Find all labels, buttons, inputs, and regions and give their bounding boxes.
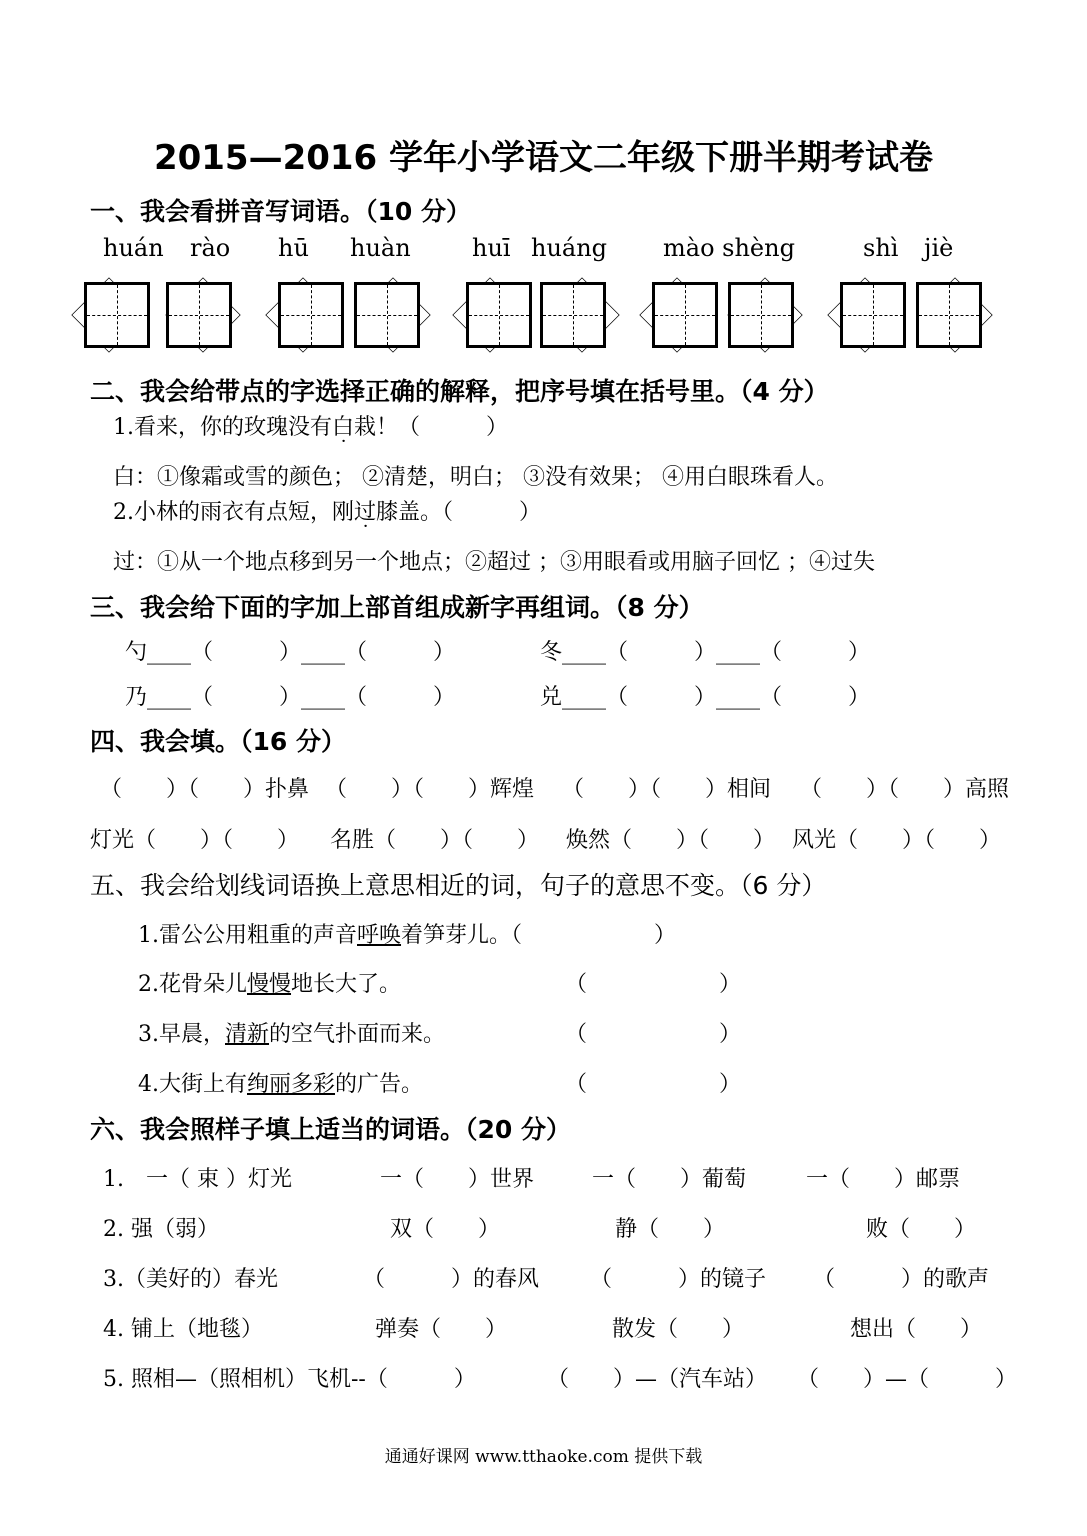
pinyin-rao: rào [190, 234, 231, 262]
writing-box[interactable] [540, 282, 606, 348]
writing-box[interactable] [166, 282, 232, 348]
pinyin-hu: hū [278, 234, 309, 262]
s5-text: 1.雷公公用粗重的声音 [138, 923, 357, 948]
s2-q1-text: 1.看来，你的玫瑰没有 [113, 415, 332, 440]
s2-q2-text: 2.小林的雨衣有点短，刚 [113, 500, 354, 525]
pinyin-hui: huī [472, 234, 511, 262]
section-2-heading: 二、我会给带点的字选择正确的解释，把序号填在括号里。（4 分） [90, 377, 829, 406]
s3-item[interactable]: 勺____（ ）____（ ） [125, 640, 456, 665]
s2-question-1 [113, 410, 508, 441]
s4-item[interactable]: （ ）（ ）高照 [800, 777, 1010, 802]
s5-text: 2.花骨朵儿 [138, 972, 247, 997]
page-title: 2015—2016 学年小学语文二年级下册半期考试卷 [153, 138, 934, 178]
s6-item[interactable]: （ ）—（汽车站） [547, 1367, 768, 1392]
dotted-char: 过 [354, 500, 377, 525]
s5-item [138, 918, 676, 949]
s3-item[interactable]: 乃____（ ）____（ ） [125, 685, 456, 710]
s5-blank[interactable]: 着笋芽儿。（ ） [401, 923, 677, 948]
s5-text: 3.早晨， [138, 1022, 225, 1047]
writing-box[interactable] [652, 282, 718, 348]
s5-item [138, 967, 401, 998]
pinyin-shi: shì [863, 234, 899, 262]
s5-item [138, 1017, 445, 1048]
s5-text: 的广告。 [335, 1072, 424, 1097]
s6-item[interactable]: 败（ ） [866, 1217, 977, 1242]
s4-item[interactable]: （ ）（ ）辉煌 [325, 777, 535, 802]
s6-item: 3.（美好的）春光 [103, 1267, 278, 1292]
s2-q1-blank[interactable]: 栽！（ ） [354, 415, 509, 440]
s6-item[interactable]: 想出（ ） [850, 1317, 983, 1342]
s6-item[interactable]: 一（ ）邮票 [806, 1167, 961, 1192]
s2-q1-options: 白：①像霜或雪的颜色； ②清楚，明白； ③没有效果； ④用白眼珠看人。 [113, 465, 838, 490]
writing-box[interactable] [278, 282, 344, 348]
writing-box[interactable] [354, 282, 420, 348]
s4-item[interactable]: 风光（ ）（ ） [792, 828, 1002, 853]
s2-q2-options: 过：①从一个地点移到另一个地点；②超过 ；③用眼看或用脑子回忆 ；④过失 [113, 550, 875, 575]
s4-item[interactable]: （ ）（ ）扑鼻 [100, 777, 310, 802]
s2-question-2 [113, 495, 541, 526]
section-6-heading: 六、我会照样子填上适当的词语。（20 分） [90, 1115, 571, 1144]
s6-item[interactable]: （ ）的春风 [363, 1267, 540, 1292]
s6-item[interactable]: 散发（ ） [612, 1317, 745, 1342]
writing-box[interactable] [728, 282, 794, 348]
pinyin-mao-sheng: mào shèng [663, 234, 795, 262]
s6-item[interactable]: 一（ ）葡萄 [592, 1167, 747, 1192]
s5-blank[interactable]: （ ） [565, 972, 742, 997]
s5-blank[interactable]: （ ） [565, 1022, 742, 1047]
s6-item[interactable]: （ ）的歌声 [813, 1267, 990, 1292]
writing-box[interactable] [840, 282, 906, 348]
underlined-word: 呼唤 [357, 923, 402, 948]
s6-item[interactable]: 一（ ）世界 [380, 1167, 535, 1192]
s6-item[interactable]: 静（ ） [615, 1217, 726, 1242]
s6-item: 2. 强（弱） [103, 1217, 219, 1242]
s6-item[interactable]: 5. 照相—（照相机）飞机--（ ） [103, 1367, 476, 1392]
writing-box[interactable] [916, 282, 982, 348]
s4-item[interactable]: 灯光（ ）（ ） [90, 828, 300, 853]
s5-text: 的空气扑面而来。 [269, 1022, 446, 1047]
s4-item[interactable]: 焕然（ ）（ ） [566, 828, 776, 853]
s3-item[interactable]: 冬____（ ）____（ ） [540, 640, 871, 665]
s6-item[interactable]: 弹奏（ ） [375, 1317, 508, 1342]
s6-item: 1. 一（ 束 ）灯光 [103, 1167, 292, 1192]
s5-text: 地长大了。 [291, 972, 402, 997]
underlined-word: 慢慢 [247, 972, 292, 997]
pinyin-jie: jiè [924, 234, 954, 262]
s4-item[interactable]: 名胜（ ）（ ） [330, 828, 540, 853]
writing-box[interactable] [466, 282, 532, 348]
s6-item[interactable]: （ ）的镜子 [590, 1267, 767, 1292]
pinyin-huan: huán [103, 234, 164, 262]
s5-item [138, 1067, 423, 1098]
s5-blank[interactable]: （ ） [565, 1072, 742, 1097]
s3-item[interactable]: 兑____（ ）____（ ） [540, 685, 871, 710]
s5-text: 4.大街上有 [138, 1072, 247, 1097]
s4-item[interactable]: （ ）（ ）相间 [562, 777, 772, 802]
section-4-heading: 四、我会填。（16 分） [90, 727, 346, 756]
s6-item: 4. 铺上（地毯） [103, 1317, 263, 1342]
pinyin-huan2: huàn [350, 234, 411, 262]
writing-box[interactable] [84, 282, 150, 348]
s6-item[interactable]: （ ）—（ ） [797, 1367, 1018, 1392]
s6-item[interactable]: 双（ ） [390, 1217, 501, 1242]
dotted-char: 白 [332, 415, 355, 440]
pinyin-huang: huáng [531, 234, 608, 262]
underlined-word: 清新 [225, 1022, 270, 1047]
footer-credit: 通通好课网 www.tthaoke.com 提供下载 [384, 1447, 703, 1467]
underlined-word: 绚丽多彩 [247, 1072, 336, 1097]
section-1-heading: 一、我会看拼音写词语。（10 分） [90, 197, 471, 226]
s2-q2-blank[interactable]: 膝盖。（ ） [376, 500, 542, 525]
section-3-heading: 三、我会给下面的字加上部首组成新字再组词。（8 分） [90, 593, 704, 622]
section-5-heading: 五、我会给划线词语换上意思相近的词，句子的意思不变。（6 分） [90, 871, 827, 900]
